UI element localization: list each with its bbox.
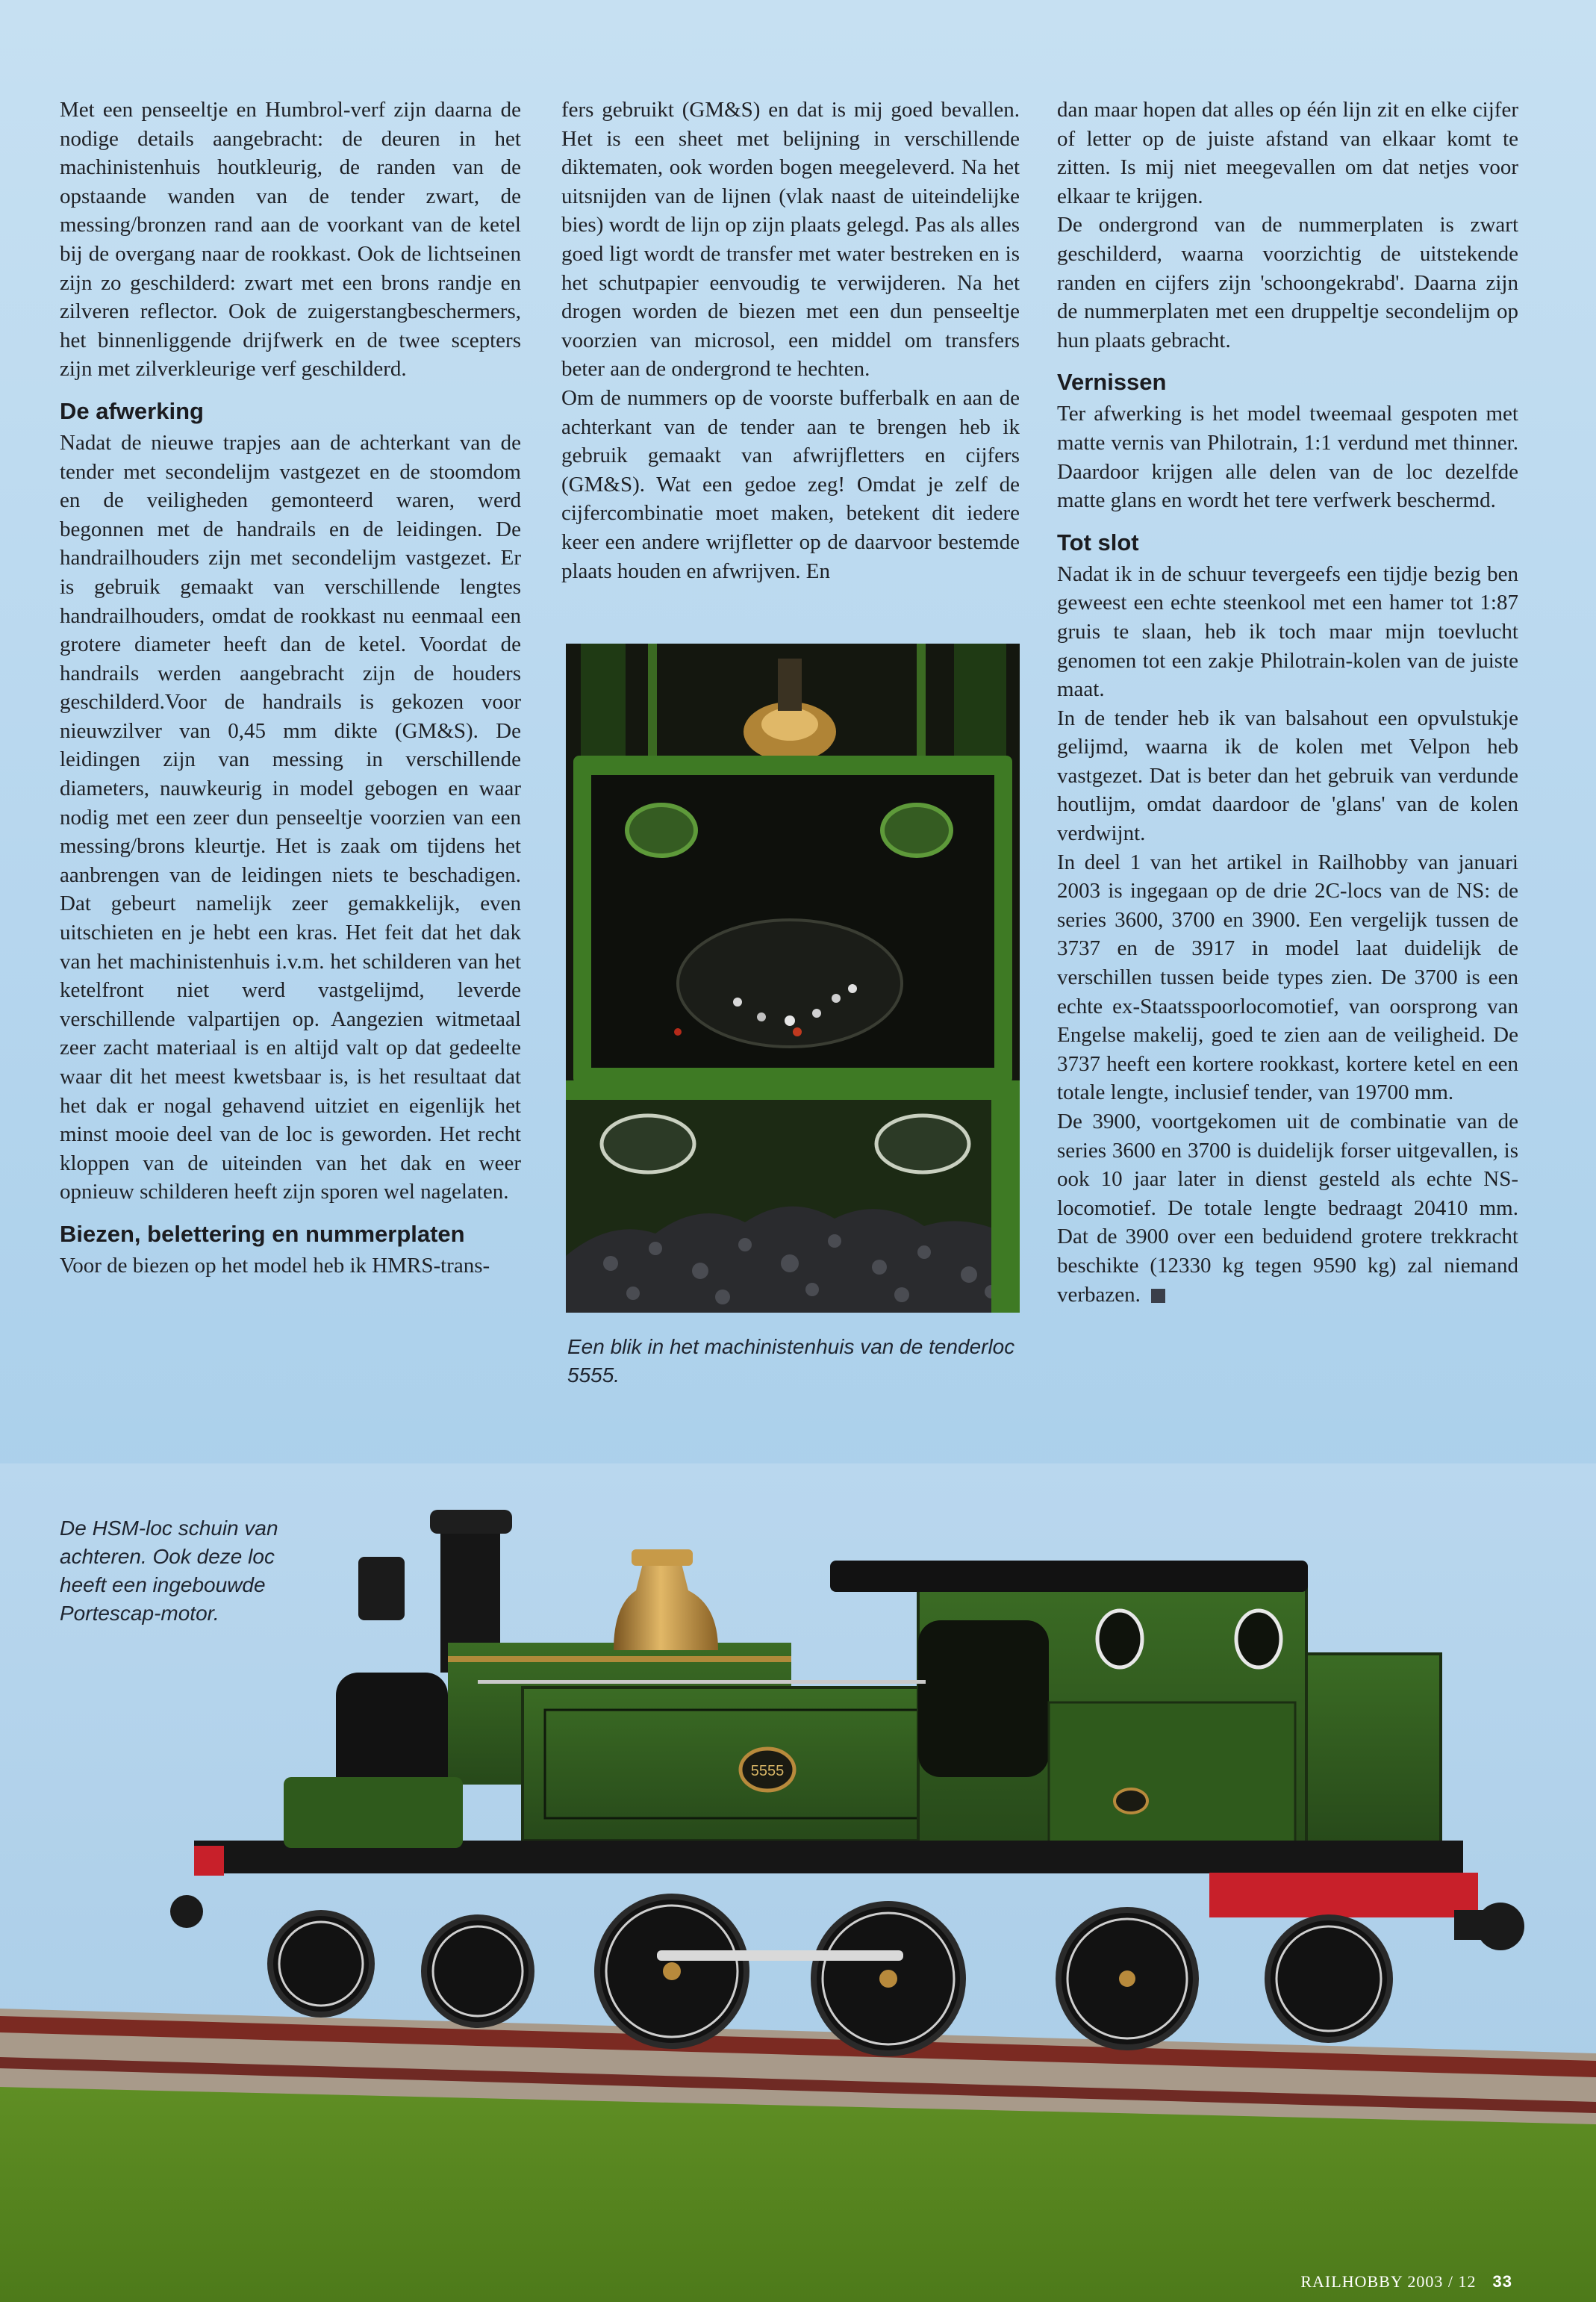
end-of-article-mark <box>1151 1289 1165 1303</box>
section-heading-vernissen: Vernissen <box>1057 369 1167 396</box>
section-heading-biezen: Biezen, belettering en nummerplaten <box>60 1220 465 1247</box>
page-number: 33 <box>1492 2272 1512 2291</box>
magazine-issue: RAILHOBBY 2003 / 12 <box>1300 2272 1477 2291</box>
paragraph: Nadat de nieuwe trapjes aan de achterkant van de tender met secondelijm vastgezet en de stoomdom en de veiligheden gemonteerd waren, werd begonnen met de handrails en de leidingen. De handrailhouders zijn met secondelijm vastgezet. Er is gebruik gemaakt van verschillende lengtes handrailhouders, omdat de rookkast nu eenmaal een grotere diameter heeft dan de ketel. Voordat de handrails werden aangebracht zijn de houders geschilderd.Voor de handrails is gekozen voor nieuwzilver van 0,45 mm dikte (GM&S). De leidingen zijn van messing in verschillende diameters, nauwkeurig in model gebogen en waar nodig met een zeer dun penseeltje voorzien van een messing/brons kleurtje. Het is zaak om tijdens het aanbrengen van de leidingen niets te beschadigen. Dat gebeurt namelijk zeer gemakkelijk, even uitschieten en je hebt een kras. Het feit dat het dak van het machinistenhuis i.v.m. het schilderen van het ketelfront niet werd vastgelijmd, leverde verschillende valpartijen op. Aangezien witmetaal zeer zacht materiaal is en altijd valt op dat gedeelte waar dit het meest kwetsbaar is, is het resultaat dat het dak er nogal gehavend uitziet en eigenlijk het minst mooie deel van de loc is geworden. Het recht kloppen van de uiteinden van het dak en weer opnieuw schilderen heeft zijn sporen wel nagelaten. <box>60 430 521 1204</box>
paragraph: In de tender heb ik van balsahout een opvulstukje gelijmd, waarna ik de kolen met Velpon heb vastgezet. Dat is beter dan het gebruik van verdunde houtlijm, omdat daardoor de 'glans' van de kolen verdwijnt. <box>1057 706 1518 846</box>
cab-interior-photo <box>566 644 1020 1313</box>
paragraph: Met een penseeltje en Humbrol-verf zijn daarna de nodige details aangebracht: de deuren in het machinistenhuis houtkleurig, de randen van de opstaande wanden van de tender zwart, de messing/bronzen rand aan de voorkant van de ketel bij de overgang naar de rookkast. Ook de lichtseinen zijn zo geschilderd: zwart met een brons randje en zilveren reflector. Ook de zuigerstangbeschermers, het binnenliggende drijfwerk en de twee scepters zijn met zilverkleurige verf geschilderd. <box>60 98 521 382</box>
photo-caption-loco: De HSM-loc schuin van achteren. Ook deze loc heeft een ingebouwde Portescap-motor. <box>60 1516 278 1625</box>
paragraph: Ter afwerking is het model tweemaal gespoten met matte vernis van Philotrain, 1:1 verdund met thinner. Daardoor krijgen alle delen van de loc dezelfde matte glans en wordt het tere verfwerk beschermd. <box>1057 402 1518 513</box>
paragraph: De ondergrond van de nummerplaten is zwart geschilderd, waarna voorzichtig de uitstekende randen en cijfers zijn 'schoongekrabd'. Daarna zijn de nummerplaten met een druppeltje secondelijm op hun plaats gebracht. <box>1057 213 1518 352</box>
loco-number-plate: 5555 <box>750 1763 785 1779</box>
paragraph: Nadat ik in de schuur tevergeefs een tijdje bezig ben geweest een echte steenkool met een hamer tot 1:87 gruis te slaan, heb ik toch maar mijn toevlucht genomen tot een zakje Philotrain-kolen van de juiste maat. <box>1057 561 1518 702</box>
section-heading-tot-slot: Tot slot <box>1057 529 1139 556</box>
paragraph <box>1057 1107 1518 1309</box>
paragraph-text: De 3900, voortgekomen uit de combinatie van de series 3600 en 3700 is duidelijk forser uitgevallen, is ook 10 jaar later in dienst gesteld als echte NS-locomotief. De totale lengte bedraagt 20410 mm. Dat de 3900 over een beduidend grotere trekkracht beschikte (12330 kg tegen 9590 kg) zal niemand verbazen. <box>1057 1110 1518 1307</box>
cab-interior-illustration <box>566 644 1020 1313</box>
paragraph: In deel 1 van het artikel in Railhobby van januari 2003 is ingegaan op de drie 2C-locs van de NS: de series 3600, 3700 en 3900. Een vergelijk tussen de 3737 en de 3917 in model laat duidelijk de verschillen tussen beide types zien. De 3700 is een echte ex-Staatsspoorlocomotief, van oorsprong van Engelse makelij, goed te zien aan de veiligheid. De 3737 heeft een kortere rookkast, kortere ketel en een totale lengte, inclusief tender, van 19700 mm. <box>1057 850 1518 1105</box>
section-heading-afwerking: De afwerking <box>60 397 204 424</box>
text-column-1 <box>60 96 521 1281</box>
text-column-2 <box>561 96 1020 585</box>
text-column-3 <box>1057 96 1518 1309</box>
photo-caption-cab: Een blik in het machinistenhuis van de tenderloc 5555. <box>567 1335 1015 1387</box>
paragraph: Om de nummers op de voorste bufferbalk en aan de achterkant van de tender aan te brengen heb ik gebruik gemaakt van afwrijfletters en cijfers (GM&S). Wat een gedoe zeg! Omdat je zelf de cijfercombinatie moet maken, betekent dit iedere keer een andere wrijfletter op de daarvoor bestemde plaats houden en afwrijven. En <box>561 385 1020 583</box>
paragraph: fers gebruikt (GM&S) en dat is mij goed bevallen. Het is een sheet met belijning in verschillende diktematen, ook worden bogen meegeleverd. Na het uitsnijden van de lijnen (vlak naast de uiteindelijke bies) wordt de lijn op zijn plaats gelegd. Pas als alles goed ligt wordt de transfer met water bestreken en is het schutpapier eenvoudig te verwijderen. Na het drogen worden de biezen met een dun penseeltje voorzien van microsol, een middel om transfers beter aan de ondergrond te hechten. <box>561 98 1020 382</box>
paragraph: Voor de biezen op het model heb ik HMRS-trans- <box>60 1253 490 1278</box>
paragraph: dan maar hopen dat alles op één lijn zit en elke cijfer of letter op de juiste afstand van elkaar komt te zitten. Is mij niet meegevallen om dat netjes voor elkaar te krijgen. <box>1057 98 1518 208</box>
page-footer <box>1300 2272 1512 2292</box>
